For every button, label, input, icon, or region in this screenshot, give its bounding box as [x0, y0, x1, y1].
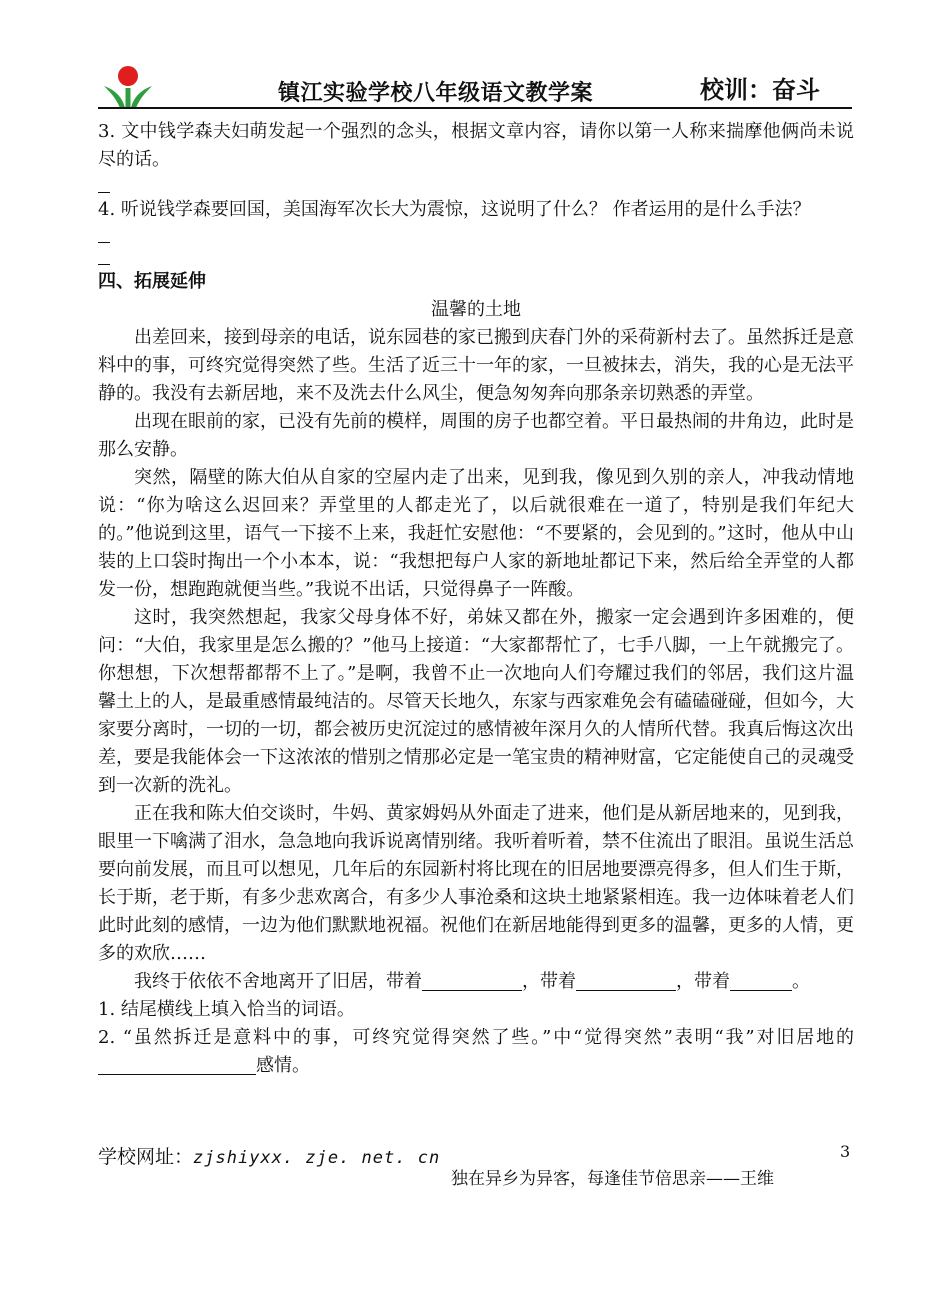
article-paragraph: 正在我和陈大伯交谈时，牛妈、黄家姆妈从外面走了进来，他们是从新居地来的，见到我，眼里一下噙满了泪水，急急地向我诉说离情别绪。我听着听着，禁不住流出了眼泪。虽说生活总要向前发展，而且可以想见，几年后的东园新村将比现在的旧居地要漂亮得多，但人们生于斯，长于斯，老于斯，有多少悲欢离合，有多少人事沧桑和这块土地紧紧相连。我一边体味着老人们此时此刻的感情，一边为他们默默地祝福。祝他们在新居地能得到更多的温馨，更多的人情，更多的欢欣…… [98, 803, 854, 964]
fill-blank-1[interactable] [422, 970, 522, 991]
school-motto: 校训：奋斗 [700, 76, 820, 104]
article-paragraph: 这时，我突然想起，我家父母身体不好，弟妹又都在外，搬家一定会遇到许多困难的，便问：“大伯，我家里是怎么搬的？”他马上接道：“大家都帮忙了，七手八脚，一上午就搬完了。你想想，下次想帮都帮不上了。”是啊，我曾不止一次地向人们夸耀过我们的邻居，我们这片温馨土上的人，是最重感情最纯洁的。尽管天长地久，东家与西家难免会有磕磕碰碰，但如今，大家要分离时，一切的一切，都会被历史沉淀过的感情被年深月久的人情所代替。我真后悔这次出差，要是我能体会一下这浓浓的惜别之情那必定是一笔宝贵的精神财富，它定能使自己的灵魂受到一次新的洗礼。 [98, 607, 854, 796]
main-content [98, 118, 854, 1080]
exercise-2 [98, 1024, 854, 1080]
article-last-line [98, 968, 854, 996]
answer-blank [98, 224, 854, 246]
last-line-end: 。 [792, 971, 810, 992]
site-url[interactable]: zjshiyxx. zje. net. cn [193, 1148, 441, 1168]
page-number: 3 [840, 1142, 851, 1161]
last-line-sep-2: ，带着 [676, 971, 730, 992]
fill-blank-4[interactable] [98, 1054, 256, 1075]
section-heading: 四、拓展延伸 [98, 271, 206, 292]
fill-blank-2[interactable] [576, 970, 676, 991]
article-title: 温馨的土地 [431, 299, 521, 320]
answer-blank [98, 174, 854, 196]
school-logo-icon [100, 64, 156, 110]
article-paragraph: 出现在眼前的家，已没有先前的模样，周围的房子也都空着。平日最热闹的井角边，此时是那么安静。 [98, 411, 854, 460]
site-label: 学校网址： [98, 1146, 194, 1168]
school-website [98, 1142, 440, 1169]
header-rule [98, 107, 852, 109]
last-line-sep-1: ，带着 [522, 971, 576, 992]
question-3: 3. 文中钱学森夫妇萌发起一个强烈的念头，根据文章内容，请你以第一人称来揣摩他俩尚未说尽的话。 [98, 121, 854, 170]
fill-blank-3[interactable] [730, 970, 792, 991]
exercise-2-end: 感情。 [256, 1055, 310, 1076]
article-paragraph: 出差回来，接到母亲的电话，说东园巷的家已搬到庆春门外的采荷新村去了。虽然拆迁是意料中的事，可终究觉得突然了些。生活了近三十一年的家，一旦被抹去，消失，我的心是无法平静的。我没有去新居地，来不及洗去什么风尘，便急匆匆奔向那条亲切熟悉的弄堂。 [98, 327, 854, 404]
last-line-start: 我终于依依不舍地离开了旧居，带着 [134, 971, 422, 992]
footer-poem: 独在异乡为异客，每逢佳节倍思亲——王维 [451, 1169, 774, 1189]
article-paragraph: 突然，隔壁的陈大伯从自家的空屋内走了出来，见到我，像见到久别的亲人，冲我动情地说：“你为啥这么迟回来？弄堂里的人都走光了，以后就很难在一道了，特别是我们年纪大的。”他说到这里，语气一下接不上来，我赶忙安慰他：“不要紧的，会见到的。”这时，他从中山装的上口袋时掏出一个小本本，说：“我想把每户人家的新地址都记下来，然后给全弄堂的人都发一份，想跑跑就便当些。”我说不出话，只觉得鼻子一阵酸。 [98, 467, 854, 600]
question-4: 4. 听说钱学森要回国，美国海军次长大为震惊，这说明了什么？ 作者运用的是什么手法？ [98, 199, 811, 220]
exercise-2-text: 2. “虽然拆迁是意料中的事，可终究觉得突然了些。”中“觉得突然”表明“我”对旧居地的 [98, 1027, 854, 1048]
exercise-1: 1. 结尾横线上填入恰当的词语。 [98, 999, 355, 1020]
answer-blank [98, 246, 854, 268]
school-title: 镇江实验学校八年级语文教学案 [278, 80, 594, 106]
